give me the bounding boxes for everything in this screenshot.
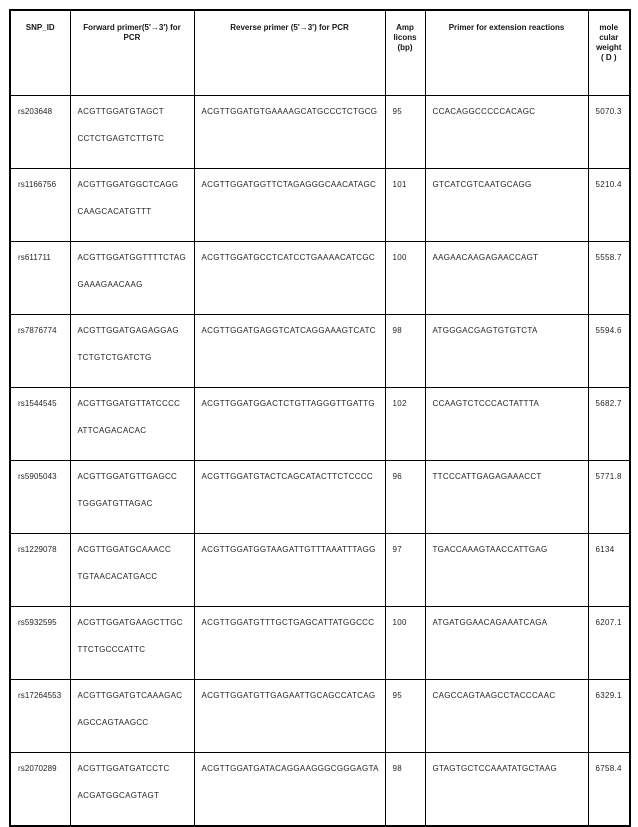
forward-primer-line2: CCTCTGAGTCTTGTC [77,134,165,143]
forward-primer-cell [70,388,194,461]
extension-primer-cell: TGACCAAAGTAACCATTGAG [425,534,588,607]
header-snp-id: SNP_ID [10,10,70,96]
snp-id-cell: rs5932595 [10,607,70,680]
table-row [10,534,630,607]
amplicon-cell: 98 [385,753,425,827]
table-row [10,315,630,388]
forward-primer-line2: TGGGATGTTAGAC [77,499,153,508]
forward-primer-line2: TCTGTCTGATCTG [77,353,152,362]
forward-primer-line2: TGTAACACATGACC [77,572,158,581]
forward-primer-line1: ACGTTGGATGAAGCTTGC [77,618,183,627]
molecular-weight-cell: 6758.4 [588,753,630,827]
snp-id-cell: rs1544545 [10,388,70,461]
snp-id-cell: rs1166756 [10,169,70,242]
forward-primer-line1: ACGTTGGATGTAGCT [77,107,164,116]
forward-primer-cell [70,242,194,315]
header-molecular-weight: mole cular weight ( D ) [588,10,630,96]
forward-primer-cell [70,169,194,242]
extension-primer-cell: CCAAGTCTCCCACTATTTA [425,388,588,461]
forward-primer-cell [70,680,194,753]
extension-primer-cell: CAGCCAGTAAGCCTACCCAAC [425,680,588,753]
forward-primer-line1: ACGTTGGATGTCAAAGAC [77,691,183,700]
snp-id-cell: rs1229078 [10,534,70,607]
table-row [10,753,630,827]
forward-primer-cell [70,607,194,680]
header-extension-primer: Primer for extension reactions [425,10,588,96]
forward-primer-line1: ACGTTGGATGTTGAGCC [77,472,178,481]
extension-primer-cell: ATGGGACGAGTGTGTCTA [425,315,588,388]
header-row [10,10,630,96]
molecular-weight-cell: 5594.6 [588,315,630,388]
reverse-primer-cell: ACGTTGGATGCCTCATCCTGAAAACATCGC [194,242,385,315]
reverse-primer-cell: ACGTTGGATGTGAAAAGCATGCCCTCTGCG [194,96,385,169]
forward-primer-line2: ACGATGGCAGTAGT [77,791,160,800]
snp-id-cell: rs203648 [10,96,70,169]
amplicon-cell: 98 [385,315,425,388]
forward-primer-line2: AGCCAGTAAGCC [77,718,149,727]
reverse-primer-cell: ACGTTGGATGTTGAGAATTGCAGCCATCAG [194,680,385,753]
table-row [10,96,630,169]
forward-primer-cell [70,96,194,169]
forward-primer-line2: ATTCAGACACAC [77,426,147,435]
extension-primer-cell: GTCATCGTCAATGCAGG [425,169,588,242]
molecular-weight-cell: 6207.1 [588,607,630,680]
snp-id-cell: rs17264553 [10,680,70,753]
molecular-weight-cell: 6329.1 [588,680,630,753]
amplicon-cell: 95 [385,680,425,753]
header-reverse-primer: Reverse primer (5'→3') for PCR [194,10,385,96]
extension-primer-cell: ATGATGGAACAGAAATCAGA [425,607,588,680]
molecular-weight-cell: 6134 [588,534,630,607]
snp-primers-table [9,9,631,827]
snp-id-cell: rs2070289 [10,753,70,827]
forward-primer-line2: GAAAGAACAAG [77,280,143,289]
molecular-weight-cell: 5682.7 [588,388,630,461]
forward-primer-line1: ACGTTGGATGCAAACC [77,545,172,554]
snp-id-cell: rs7876774 [10,315,70,388]
amplicon-cell: 102 [385,388,425,461]
extension-primer-cell: GTAGTGCTCCAAATATGCTAAG [425,753,588,827]
reverse-primer-cell: ACGTTGGATGAGGTCATCAGGAAAGTCATC [194,315,385,388]
molecular-weight-cell: 5771.8 [588,461,630,534]
forward-primer-line2: TTCTGCCCATTC [77,645,146,654]
forward-primer-line1: ACGTTGGATGGCTCAGG [77,180,179,189]
reverse-primer-cell: ACGTTGGATGGTAAGATTGTTTAAATTTAGG [194,534,385,607]
extension-primer-cell: TTCCCATTGAGAGAAACCT [425,461,588,534]
amplicon-cell: 101 [385,169,425,242]
header-forward-primer: Forward primer(5'→3') for PCR [70,10,194,96]
forward-primer-line1: ACGTTGGATGAGAGGAG [77,326,179,335]
extension-primer-cell: CCACAGGCCCCCACAGC [425,96,588,169]
amplicon-cell: 95 [385,96,425,169]
reverse-primer-cell: ACGTTGGATGTTTGCTGAGCATTATGGCCC [194,607,385,680]
reverse-primer-cell: ACGTTGGATGGTTCTAGAGGGCAACATAGC [194,169,385,242]
amplicon-cell: 97 [385,534,425,607]
forward-primer-cell [70,753,194,827]
molecular-weight-cell: 5558.7 [588,242,630,315]
extension-primer-cell: AAGAACAAGAGAACCAGT [425,242,588,315]
table-row [10,388,630,461]
forward-primer-line2: CAAGCACATGTTT [77,207,152,216]
forward-primer-line1: ACGTTGGATGGTTTTCTAG [77,253,187,262]
reverse-primer-cell: ACGTTGGATGGACTCTGTTAGGGTTGATTG [194,388,385,461]
table-row [10,680,630,753]
forward-primer-cell [70,461,194,534]
forward-primer-line1: ACGTTGGATGATCCTC [77,764,170,773]
amplicon-cell: 96 [385,461,425,534]
table-row [10,607,630,680]
forward-primer-cell [70,534,194,607]
snp-id-cell: rs5905043 [10,461,70,534]
reverse-primer-cell: ACGTTGGATGTACTCAGCATACTTCTCCCC [194,461,385,534]
forward-primer-line1: ACGTTGGATGTTATCCCC [77,399,181,408]
table-row [10,461,630,534]
amplicon-cell: 100 [385,242,425,315]
table-row [10,242,630,315]
amplicon-cell: 100 [385,607,425,680]
snp-id-cell: rs611711 [10,242,70,315]
molecular-weight-cell: 5210.4 [588,169,630,242]
header-amplicons: Amp licons (bp) [385,10,425,96]
molecular-weight-cell: 5070.3 [588,96,630,169]
forward-primer-cell [70,315,194,388]
table-row [10,169,630,242]
reverse-primer-cell: ACGTTGGATGATACAGGAAGGGCGGGAGTA [194,753,385,827]
